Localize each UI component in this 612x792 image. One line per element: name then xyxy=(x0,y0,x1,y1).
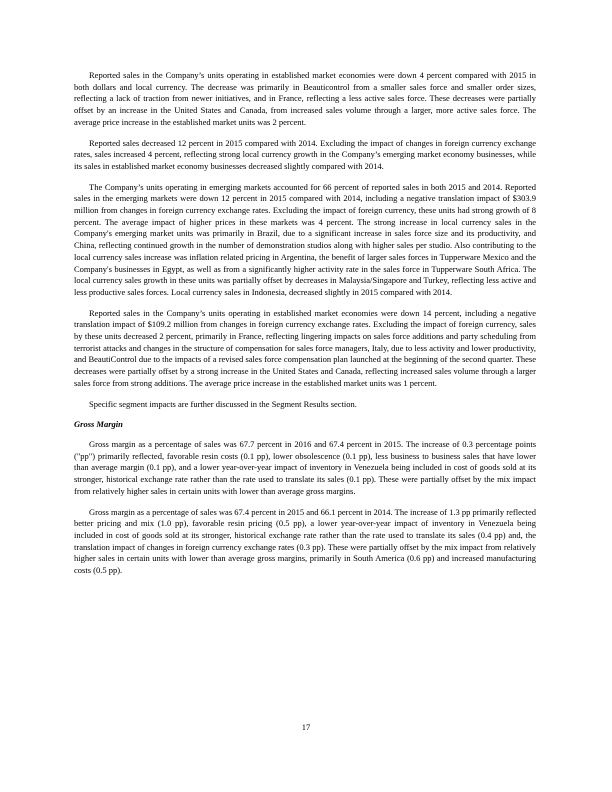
paragraph-sales-2015: Reported sales decreased 12 percent in 2015 compared with 2014. Excluding the impact of changes in foreign currency exchange rates, sales increased 4 percent, reflecting strong local currency growth in the Company’s emerging market economy businesses, while its sales in established market economy businesses decreased slightly compared with 2014. xyxy=(74,137,536,171)
paragraph-emerging-markets-2015: The Company’s units operating in emerging markets accounted for 66 percent of reported sales in both 2015 and 2014. Reported sales in the emerging markets were down 12 percent in 2015 compared with 2014, including a negative translation impact of $303.9 million from changes in foreign currency exchange rates. Excluding the impact of foreign currency, these units had strong growth of 8 percent. The average impact of higher prices in these markets was 4 percent. The strong increase in local currency sales in the Company's emerging market units was primarily in Brazil, due to a significant increase in sales force size and its productivity, and China, reflecting continued growth in the number of demonstration studios along with higher sales per studio. Also contributing to the local currency sales increase was inflation related pricing in Argentina, the benefit of larger sales forces in Tupperware Mexico and the Company's businesses in Egypt, as well as from a significantly higher activity rate in the sales force in Tupperware South Africa. The local currency sales growth in these units was partially offset by decreases in Malaysia/Singapore and Turkey, reflecting less active and less productive sales forces. Local currency sales in Indonesia, decreased slightly in 2015 compared with 2014. xyxy=(74,181,536,297)
paragraph-gross-margin-2015: Gross margin as a percentage of sales was 67.4 percent in 2015 and 66.1 percent in 2014. The increase of 1.3 pp primarily reflected better pricing and mix (1.0 pp), favorable resin pricing (0.5 pp), a lower year-over-year impact of inventory in Venezuela being included in cost of goods sold at its stronger, historical exchange rate rather than the rate used to translate its sales (0.4 pp) and, the translation impact of changes in foreign currency exchange rates (0.3 pp). These were partially offset by the mix impact from relatively higher sales in certain units with lower than average gross margins, primarily in South America (0.6 pp) and increased manufacturing costs (0.5 pp). xyxy=(74,506,536,576)
paragraph-segment-impacts: Specific segment impacts are further discussed in the Segment Results section. xyxy=(89,398,357,409)
paragraph-gross-margin-2016: Gross margin as a percentage of sales was 67.7 percent in 2016 and 67.4 percent in 2015. The increase of 0.3 percentage points ("pp") primarily reflected, favorable resin costs (0.1 pp), lower obsolescence (0.1 pp), less business to business sales that have lower than average margin (0.1 pp), and a lower year-over-year impact of inventory in Venezuela being included in cost of goods sold at its stronger, historical exchange rate rather than the rate used to translate its sales (0.1 pp). These were partially offset by the mix impact from relatively higher sales in certain units with lower than average gross margins. xyxy=(74,438,536,496)
paragraph-established-markets-2016: Reported sales in the Company’s units operating in established market economies were down 4 percent compared with 2015 in both dollars and local currency. The decrease was primarily in Beauticontrol from a smaller sales force and smaller order sizes, reflecting a lack of traction from newer initiatives, and in France, reflecting a less active sales force. These decreases were partially offset by an increase in the United States and Canada, from increased sales volume through a larger, more active sales force. The average price increase in the established market units was 2 percent. xyxy=(74,70,536,127)
page-number: 17 xyxy=(301,722,311,732)
paragraph-established-markets-2015: Reported sales in the Company’s units operating in established market economies were down 14 percent, including a negative translation impact of $109.2 million from changes in foreign currency exchange rates. Excluding the impact of foreign currency, sales by these units decreased 2 percent, primarily in France, reflecting lingering impacts on sales force additions and party scheduling from terrorist attacks and changes in the structure of compensation for sales force managers, Italy, due to less activity and lower productivity, and BeautiControl due to the impacts of a revised sales force compensation plan launched at the beginning of the second quarter. These decreases were partially offset by a strong increase in the United States and Canada, reflecting increased sales volume through a larger sales force from strong additions. The average price increase in the established market units was 1 percent. xyxy=(74,307,536,388)
section-heading-gross-margin: Gross Margin xyxy=(74,419,123,430)
